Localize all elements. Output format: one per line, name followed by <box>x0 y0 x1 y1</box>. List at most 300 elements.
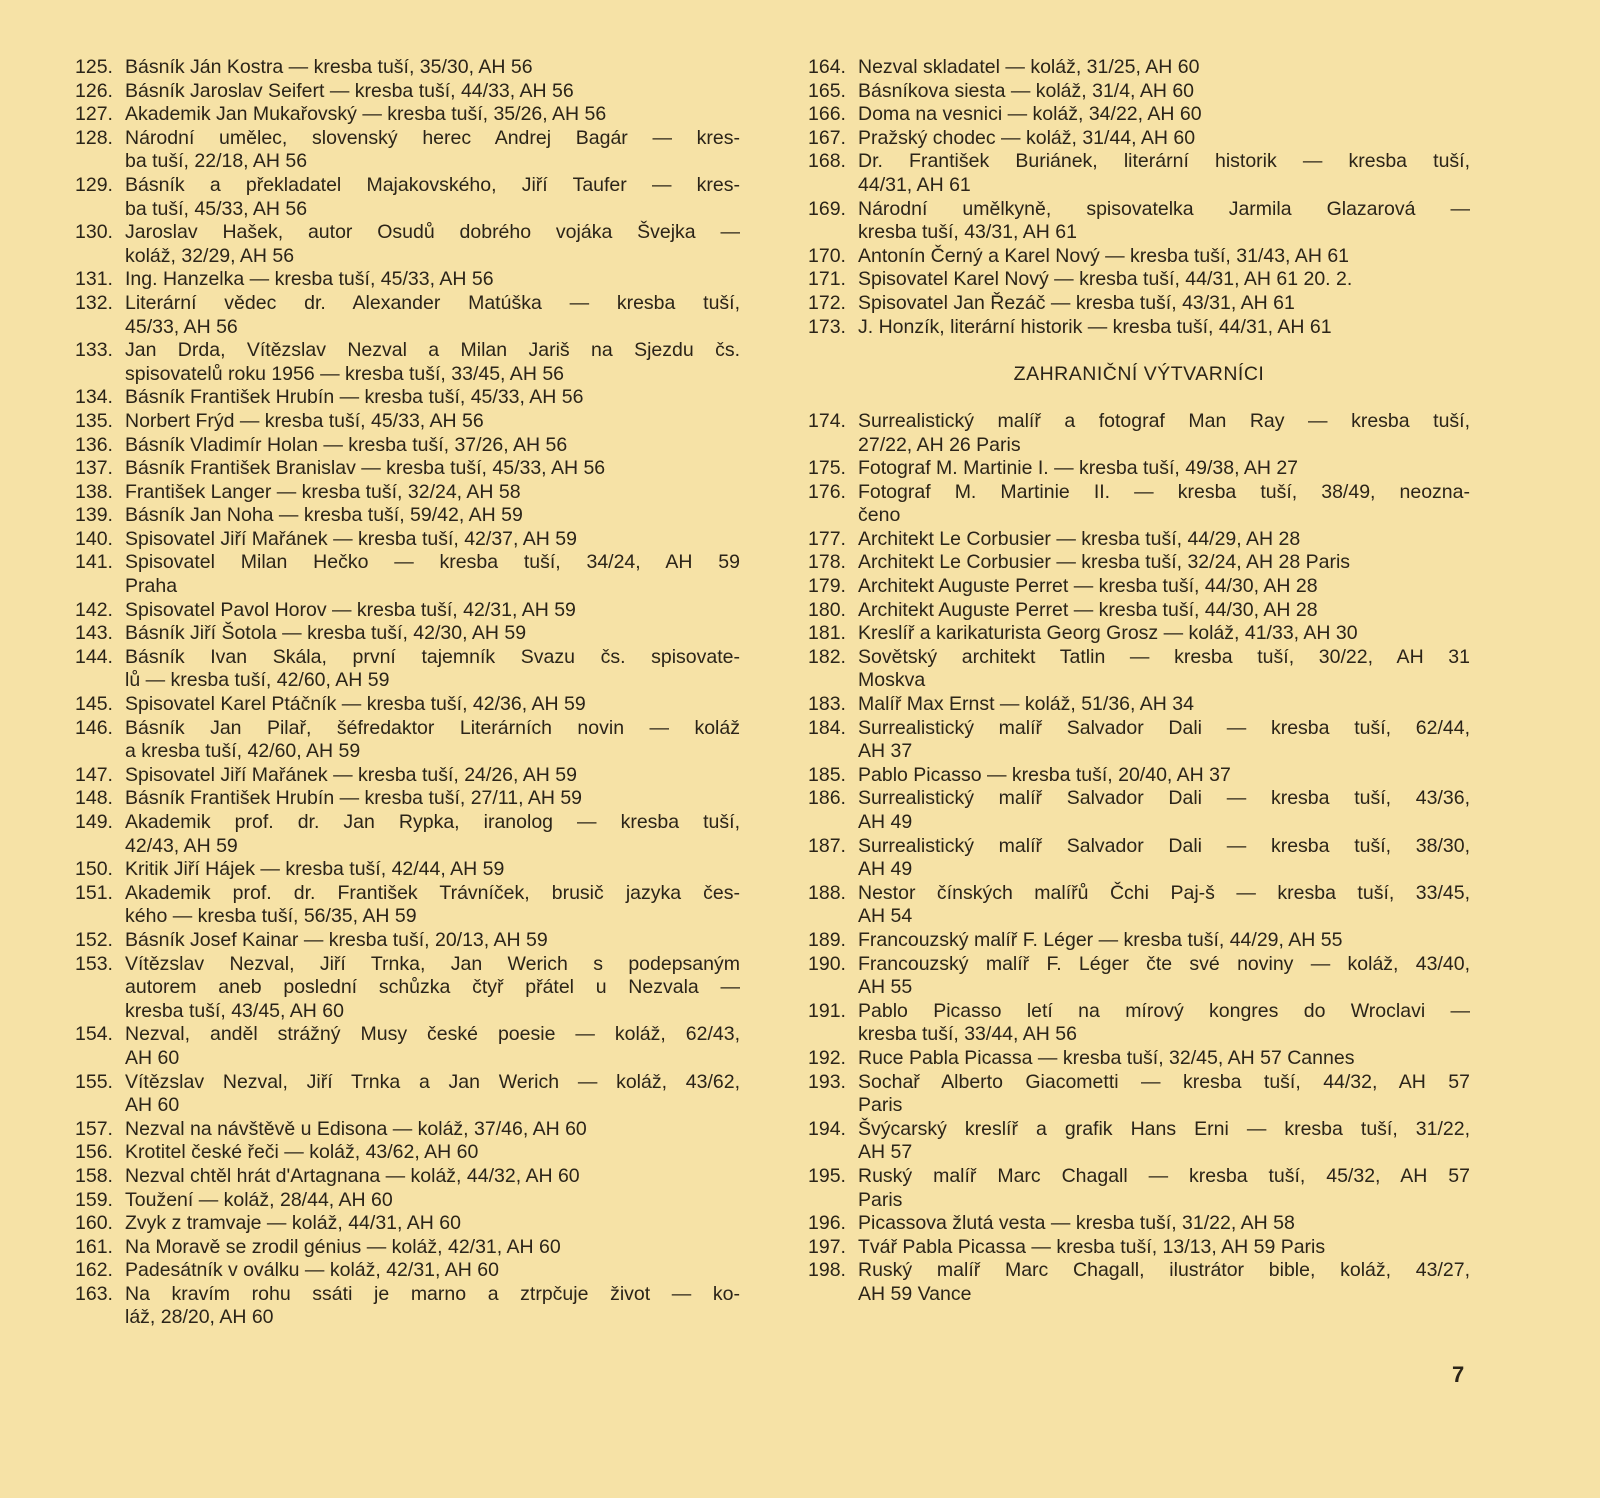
entry-line: AH 54 <box>858 905 913 928</box>
entry-line: Spisovatel Milan Hečko — kresba tuší, 34/24, AH 59 <box>125 551 740 574</box>
entry-line: Básník Jiří Šotola — kresba tuší, 42/30, AH 59 <box>125 622 527 645</box>
catalog-entry <box>808 646 1470 693</box>
catalog-entry <box>75 1236 740 1260</box>
entry-text <box>125 858 740 882</box>
entry-text <box>858 717 1470 764</box>
entry-number: 160. <box>75 1212 113 1235</box>
entry-text <box>858 481 1470 528</box>
entry-text <box>125 1236 740 1260</box>
entry-line: kého — kresba tuší, 56/35, AH 59 <box>125 905 417 928</box>
entry-text <box>125 103 740 127</box>
entry-line: Norbert Frýd — kresba tuší, 45/33, AH 56 <box>125 409 484 432</box>
entry-line: Národní umělec, slovenský herec Andrej Bagár — kres- <box>125 126 740 149</box>
catalog-entry <box>75 504 740 528</box>
entry-line: Francouzský malíř F. Léger čte své noviny — koláž, 43/40, <box>858 952 1470 975</box>
catalog-entry <box>75 929 740 953</box>
entry-number: 159. <box>75 1188 113 1211</box>
entry-text <box>125 551 740 598</box>
catalog-entry <box>808 551 1470 575</box>
entry-line: Nezval skladatel — koláž, 31/25, AH 60 <box>858 56 1200 78</box>
entry-text <box>858 103 1470 127</box>
entry-text <box>125 1141 740 1165</box>
entry-line: Národní umělkyně, spisovatelka Jarmila Glazarová — <box>858 197 1470 220</box>
entry-line: Paris <box>858 1188 903 1211</box>
entry-line: AH 59 Vance <box>858 1282 972 1305</box>
entry-number: 152. <box>75 928 113 951</box>
catalog-entry <box>75 457 740 481</box>
entry-line: Vítězslav Nezval, Jiří Trnka, Jan Werich s podepsaným <box>125 952 740 975</box>
entry-text <box>125 764 740 788</box>
entry-number: 179. <box>808 575 846 598</box>
entry-text <box>125 339 740 386</box>
entry-text <box>858 245 1470 269</box>
entry-number: 171. <box>808 268 846 291</box>
catalog-entry <box>75 1165 740 1189</box>
entry-text <box>858 1071 1470 1118</box>
entry-line: AH 49 <box>858 858 913 881</box>
entry-line: Tvář Pabla Picassa — kresba tuší, 13/13, AH 59 Paris <box>858 1235 1326 1258</box>
section-heading: ZAHRANIČNÍ VÝTVARNÍCI <box>1013 363 1265 386</box>
entry-line: Surrealistický malíř Salvador Dali — kresba tuší, 62/44, <box>858 716 1470 739</box>
entry-number: 165. <box>808 79 846 102</box>
entry-line: Krotitel české řeči — koláž, 43/62, AH 60 <box>125 1141 479 1164</box>
catalog-entry <box>808 764 1470 788</box>
entry-line: 27/22, AH 26 Paris <box>858 433 1021 456</box>
catalog-entry <box>75 622 740 646</box>
entry-number: 198. <box>808 1259 846 1282</box>
entry-text <box>858 646 1470 693</box>
entry-line: Sochař Alberto Giacometti — kresba tuší, 44/32, AH 57 <box>858 1070 1470 1093</box>
catalog-entry <box>75 386 740 410</box>
entry-number: 144. <box>75 645 113 668</box>
entry-text <box>858 575 1470 599</box>
entry-line: Surrealistický malíř Salvador Dali — kresba tuší, 43/36, <box>858 787 1470 810</box>
page-number: 7 <box>1452 1362 1465 1387</box>
entry-line: Nezval chtěl hrát d'Artagnana — koláž, 44/32, AH 60 <box>125 1164 580 1187</box>
entry-number: 148. <box>75 787 113 810</box>
entry-number: 195. <box>808 1164 846 1187</box>
entry-line: Praha <box>125 575 178 598</box>
entry-number: 170. <box>808 244 846 267</box>
entry-text <box>125 622 740 646</box>
entry-line: Nestor čínských malířů Čchi Paj-š — kresba tuší, 33/45, <box>858 881 1470 904</box>
entry-text <box>858 1000 1470 1047</box>
catalog-entry <box>808 693 1470 717</box>
entry-line: Básník Vladimír Holan — kresba tuší, 37/26, AH 56 <box>125 433 568 456</box>
entry-line: Jaroslav Hašek, autor Osudů dobrého vojáka Švejka — <box>125 221 740 244</box>
entry-text <box>858 764 1470 788</box>
catalog-entry <box>808 268 1470 292</box>
foreign-artists-list <box>808 410 1470 1307</box>
entry-text <box>125 1212 740 1236</box>
entry-text <box>858 198 1470 245</box>
entry-number: 139. <box>75 504 113 527</box>
entry-text <box>858 787 1470 834</box>
catalog-entry <box>75 1259 740 1283</box>
entry-line: Akademik prof. dr. František Trávníček, brusič jazyka čes- <box>125 881 740 904</box>
entry-text <box>858 599 1470 623</box>
entry-text <box>858 929 1470 953</box>
entry-line: kresba tuší, 43/31, AH 61 <box>858 221 1077 244</box>
entry-text <box>125 434 740 458</box>
catalog-entry <box>808 103 1470 127</box>
entry-line: Sovětský architekt Tatlin — kresba tuší, 30/22, AH 31 <box>858 645 1470 668</box>
entry-number: 166. <box>808 103 846 126</box>
entry-number: 133. <box>75 339 113 362</box>
entry-text <box>858 1165 1470 1212</box>
entry-number: 138. <box>75 480 113 503</box>
catalog-entry <box>808 1236 1470 1260</box>
entry-text <box>125 174 740 221</box>
entry-line: Antonín Černý a Karel Nový — kresba tuší, 31/43, AH 61 <box>858 244 1350 267</box>
entry-number: 173. <box>808 315 846 338</box>
entry-line: Kritik Jiří Hájek — kresba tuší, 42/44, AH 59 <box>125 858 505 881</box>
entry-line: AH 49 <box>858 811 913 834</box>
entry-number: 143. <box>75 622 113 645</box>
catalog-entry <box>808 245 1470 269</box>
catalog-entry <box>808 1000 1470 1047</box>
entry-line: Architekt Auguste Perret — kresba tuší, 44/30, AH 28 <box>858 598 1318 621</box>
entry-number: 189. <box>808 928 846 951</box>
entry-number: 153. <box>75 952 113 975</box>
entry-text <box>125 504 740 528</box>
entry-line: Dr. František Buriánek, literární historik — kresba tuší, <box>858 150 1470 173</box>
entry-line: a kresba tuší, 42/60, AH 59 <box>125 740 361 763</box>
entry-text <box>858 953 1470 1000</box>
entry-line: AH 37 <box>858 740 913 763</box>
entry-line: Fotograf M. Martinie I. — kresba tuší, 49/38, AH 27 <box>858 457 1299 480</box>
entry-text <box>125 292 740 339</box>
entry-number: 149. <box>75 811 113 833</box>
catalog-entry <box>75 1141 740 1165</box>
entry-line: Paris <box>858 1094 903 1117</box>
catalog-entry <box>808 481 1470 528</box>
entry-line: Básník a překladatel Majakovského, Jiří Taufer — kres- <box>125 173 740 196</box>
entry-number: 137. <box>75 457 113 480</box>
catalog-entry <box>75 434 740 458</box>
entry-text <box>858 268 1470 292</box>
entry-number: 183. <box>808 693 846 716</box>
entry-text <box>858 1047 1470 1071</box>
entry-line: Spisovatel Jiří Mařánek — kresba tuší, 42/37, AH 59 <box>125 527 577 550</box>
entry-text <box>125 693 740 717</box>
entry-number: 142. <box>75 598 113 621</box>
entry-line: Vítězslav Nezval, Jiří Trnka a Jan Werich — koláž, 43/62, <box>125 1070 740 1093</box>
entry-number: 164. <box>808 56 846 78</box>
entry-number: 174. <box>808 409 846 432</box>
catalog-entry <box>75 528 740 552</box>
entry-text <box>125 268 740 292</box>
entry-line: František Langer — kresba tuší, 32/24, AH 58 <box>125 480 521 503</box>
entry-number: 180. <box>808 598 846 621</box>
catalog-entry <box>808 528 1470 552</box>
catalog-entry <box>75 1023 740 1070</box>
catalog-entry <box>75 268 740 292</box>
entry-number: 147. <box>75 763 113 786</box>
entry-line: Zvyk z tramvaje — koláž, 44/31, AH 60 <box>125 1212 461 1235</box>
entry-line: ba tuší, 22/18, AH 56 <box>125 150 308 173</box>
entry-line: Surrealistický malíř Salvador Dali — kresba tuší, 38/30, <box>858 834 1470 857</box>
entry-number: 156. <box>75 1141 113 1164</box>
entry-line: Básník František Hrubín — kresba tuší, 27/11, AH 59 <box>125 787 583 810</box>
entry-text <box>858 1118 1470 1165</box>
catalog-entry <box>75 1189 740 1213</box>
entry-number: 154. <box>75 1023 113 1046</box>
entry-line: Nezval na návštěvě u Edisona — koláž, 37/46, AH 60 <box>125 1117 587 1140</box>
entry-line: Spisovatel Jan Řezáč — kresba tuší, 43/31, AH 61 <box>858 291 1295 314</box>
entry-text <box>858 528 1470 552</box>
entry-number: 157. <box>75 1117 113 1140</box>
entry-line: Padesátník v oválku — koláž, 42/31, AH 60 <box>125 1259 499 1282</box>
entry-text <box>125 1023 740 1070</box>
entry-line: Básníkova siesta — koláž, 31/4, AH 60 <box>858 79 1195 102</box>
entry-text <box>125 787 740 811</box>
entry-line: 45/33, AH 56 <box>125 315 238 338</box>
catalog-entry <box>75 764 740 788</box>
entry-line: Architekt Auguste Perret — kresba tuší, 44/30, AH 28 <box>858 575 1318 598</box>
entry-number: 161. <box>75 1235 113 1258</box>
catalog-entry <box>808 599 1470 623</box>
entry-number: 141. <box>75 551 113 574</box>
catalog-entry <box>808 1259 1470 1306</box>
entry-number: 187. <box>808 834 846 857</box>
entry-text <box>858 693 1470 717</box>
entry-line: Toužení — koláž, 28/44, AH 60 <box>125 1188 393 1211</box>
entry-number: 178. <box>808 551 846 574</box>
entry-line: Pablo Picasso letí na mírový kongres do Wroclavi — <box>858 999 1470 1022</box>
entry-text <box>125 953 740 1024</box>
catalog-entry <box>75 410 740 434</box>
entry-line: Básník František Branislav — kresba tuší, 45/33, AH 56 <box>125 457 606 480</box>
catalog-entry <box>75 811 740 858</box>
catalog-entry <box>75 551 740 598</box>
entry-line: Básník Jan Pilař, šéfredaktor Literárních novin — koláž <box>125 716 740 739</box>
entry-number: 132. <box>75 291 113 314</box>
catalog-entry <box>75 646 740 693</box>
catalog-entry <box>808 1212 1470 1236</box>
entry-number: 162. <box>75 1259 113 1282</box>
entry-text <box>125 80 740 104</box>
entry-number: 197. <box>808 1235 846 1258</box>
entry-text <box>125 599 740 623</box>
entry-number: 135. <box>75 409 113 432</box>
entry-text <box>125 221 740 268</box>
entry-line: Básník Ivan Skála, první tajemník Svazu čs. spisovate- <box>125 645 740 668</box>
entry-line: Jan Drda, Vítězslav Nezval a Milan Jariš na Sjezdu čs. <box>125 339 740 362</box>
entry-text <box>125 1118 740 1142</box>
entry-line: Na Moravě se zrodil génius — koláž, 42/31, AH 60 <box>125 1235 561 1258</box>
catalog-entry <box>808 717 1470 764</box>
entry-line: AH 60 <box>125 1094 180 1117</box>
catalog-entry <box>808 80 1470 104</box>
entry-number: 126. <box>75 79 113 102</box>
entry-number: 185. <box>808 763 846 786</box>
catalog-entry <box>808 1071 1470 1118</box>
left-column <box>75 56 740 1330</box>
entry-line: Doma na vesnici — koláž, 34/22, AH 60 <box>858 103 1202 126</box>
entry-number: 136. <box>75 433 113 456</box>
entry-line: 44/31, AH 61 <box>858 173 971 196</box>
catalog-entry <box>808 292 1470 316</box>
entry-line: Ruce Pabla Picassa — kresba tuší, 32/45, AH 57 Cannes <box>858 1046 1355 1069</box>
entry-text <box>858 410 1470 457</box>
entry-line: Pablo Picasso — kresba tuší, 20/40, AH 37 <box>858 763 1231 786</box>
entry-line: Básník Jan Noha — kresba tuší, 59/42, AH 59 <box>125 504 523 527</box>
entry-text <box>125 1259 740 1283</box>
entry-number: 191. <box>808 999 846 1022</box>
entry-number: 182. <box>808 645 846 668</box>
entry-line: J. Honzík, literární historik — kresba tuší, 44/31, AH 61 <box>858 315 1332 338</box>
catalog-entry <box>75 481 740 505</box>
catalog-entry <box>75 693 740 717</box>
domestic-list-continued <box>808 56 1470 339</box>
entry-line: Picassova žlutá vesta — kresba tuší, 31/22, AH 58 <box>858 1212 1295 1235</box>
entry-line: Spisovatel Jiří Mařánek — kresba tuší, 24/26, AH 59 <box>125 763 577 786</box>
entry-number: 190. <box>808 952 846 975</box>
entry-text <box>125 1165 740 1189</box>
catalog-entry <box>808 953 1470 1000</box>
entry-text <box>858 1259 1470 1306</box>
catalog-entry <box>75 1283 740 1330</box>
catalog-entry <box>808 457 1470 481</box>
entry-line: Spisovatel Karel Ptáčník — kresba tuší, 42/36, AH 59 <box>125 693 586 716</box>
entry-number: 177. <box>808 527 846 550</box>
entry-line: autorem aneb poslední schůzka čtyř přátel u Nezvala — <box>125 976 740 999</box>
catalog-entry <box>75 717 740 764</box>
catalog-entry <box>75 80 740 104</box>
entry-text <box>858 1212 1470 1236</box>
entry-text <box>858 292 1470 316</box>
entry-number: 130. <box>75 221 113 244</box>
entry-line: Architekt Le Corbusier — kresba tuší, 44/29, AH 28 <box>858 527 1301 550</box>
right-column <box>808 56 1470 1306</box>
entry-text <box>858 80 1470 104</box>
entry-text <box>858 622 1470 646</box>
entry-number: 131. <box>75 268 113 291</box>
entry-line: Literární vědec dr. Alexander Matúška — kresba tuší, <box>125 291 740 314</box>
catalog-entry <box>75 953 740 1024</box>
entry-number: 196. <box>808 1212 846 1235</box>
catalog-entry <box>808 787 1470 834</box>
entry-line: Pražský chodec — koláž, 31/44, AH 60 <box>858 126 1196 149</box>
catalog-entry <box>808 316 1470 340</box>
catalog-entry <box>808 835 1470 882</box>
entry-line: Ruský malíř Marc Chagall, ilustrátor bible, koláž, 43/27, <box>858 1259 1470 1282</box>
entry-text <box>858 127 1470 151</box>
entry-text <box>858 1236 1470 1260</box>
entry-text <box>858 882 1470 929</box>
entry-text <box>858 551 1470 575</box>
entry-text <box>125 811 740 858</box>
entry-line: Nezval, anděl strážný Musy české poesie — koláž, 62/43, <box>125 1023 740 1046</box>
catalog-entry <box>808 575 1470 599</box>
entry-number: 134. <box>75 386 113 409</box>
entry-text <box>858 457 1470 481</box>
catalog-entry <box>808 150 1470 197</box>
catalog-entry <box>808 198 1470 245</box>
entry-number: 128. <box>75 126 113 149</box>
entry-line: kresba tuší, 43/45, AH 60 <box>125 999 344 1022</box>
entry-text <box>858 150 1470 197</box>
entry-line: Spisovatel Pavol Horov — kresba tuší, 42/31, AH 59 <box>125 598 576 621</box>
entry-text <box>125 1071 740 1118</box>
entry-line: Na kravím rohu ssáti je marno a ztrpčuje život — ko- <box>125 1282 740 1305</box>
catalog-entry <box>808 1047 1470 1071</box>
entry-line: Fotograf M. Martinie II. — kresba tuší, 38/49, neozna- <box>858 480 1470 503</box>
catalog-entry <box>75 221 740 268</box>
entry-number: 145. <box>75 693 113 716</box>
entry-line: 42/43, AH 59 <box>125 834 238 857</box>
entry-line: Básník Josef Kainar — kresba tuší, 20/13, AH 59 <box>125 928 548 951</box>
entry-number: 194. <box>808 1117 846 1140</box>
catalog-entry <box>808 929 1470 953</box>
entry-text <box>125 56 740 80</box>
entry-line: kresba tuší, 33/44, AH 56 <box>858 1023 1077 1046</box>
catalog-entry <box>75 1118 740 1142</box>
entry-text <box>125 457 740 481</box>
catalog-entry <box>75 103 740 127</box>
entry-text <box>125 481 740 505</box>
entry-number: 168. <box>808 150 846 173</box>
entry-text <box>125 929 740 953</box>
entry-line: Ruský malíř Marc Chagall — kresba tuší, 45/32, AH 57 <box>858 1164 1470 1187</box>
entry-number: 175. <box>808 457 846 480</box>
entry-number: 163. <box>75 1282 113 1305</box>
entry-line: lů — kresba tuší, 42/60, AH 59 <box>125 669 390 692</box>
catalog-entry <box>808 1118 1470 1165</box>
catalog-entry <box>75 858 740 882</box>
entry-text <box>125 1189 740 1213</box>
entry-text <box>125 410 740 434</box>
catalog-entry <box>75 292 740 339</box>
entry-line: Architekt Le Corbusier — kresba tuší, 32/24, AH 28 Paris <box>858 551 1351 574</box>
entry-number: 146. <box>75 716 113 739</box>
entry-number: 188. <box>808 881 846 904</box>
catalog-entry <box>808 882 1470 929</box>
entry-number: 176. <box>808 480 846 503</box>
entry-line: Surrealistický malíř a fotograf Man Ray — kresba tuší, <box>858 409 1470 432</box>
entry-line: AH 55 <box>858 976 913 999</box>
entry-text <box>125 528 740 552</box>
catalog-entry <box>808 622 1470 646</box>
catalog-entry <box>75 1212 740 1236</box>
entry-line: Spisovatel Karel Nový — kresba tuší, 44/31, AH 61 20. 2. <box>858 268 1353 291</box>
entry-number: 127. <box>75 103 113 126</box>
entry-number: 140. <box>75 527 113 550</box>
entry-text <box>125 127 740 174</box>
entry-line: Francouzský malíř F. Léger — kresba tuší, 44/29, AH 55 <box>858 928 1343 951</box>
catalog-entry <box>75 882 740 929</box>
entry-number: 167. <box>808 126 846 149</box>
entry-number: 172. <box>808 291 846 314</box>
catalog-entry <box>75 599 740 623</box>
entry-line: AH 57 <box>858 1141 913 1164</box>
entry-line: spisovatelů roku 1956 — kresba tuší, 33/45, AH 56 <box>125 362 565 385</box>
entry-line: Básník Jaroslav Seifert — kresba tuší, 44/33, AH 56 <box>125 79 574 102</box>
entry-number: 150. <box>75 858 113 881</box>
catalog-entry <box>808 127 1470 151</box>
entry-number: 125. <box>75 56 113 78</box>
entry-line: Akademik prof. dr. Jan Rypka, iranolog — kresba tuší, <box>125 811 740 833</box>
entry-line: Malíř Max Ernst — koláž, 51/36, AH 34 <box>858 693 1194 716</box>
entry-number: 169. <box>808 197 846 220</box>
entry-number: 193. <box>808 1070 846 1093</box>
catalog-entry <box>808 1165 1470 1212</box>
entry-text <box>125 882 740 929</box>
catalog-entry <box>75 127 740 174</box>
entry-number: 158. <box>75 1164 113 1187</box>
entry-line: ba tuší, 45/33, AH 56 <box>125 197 308 220</box>
